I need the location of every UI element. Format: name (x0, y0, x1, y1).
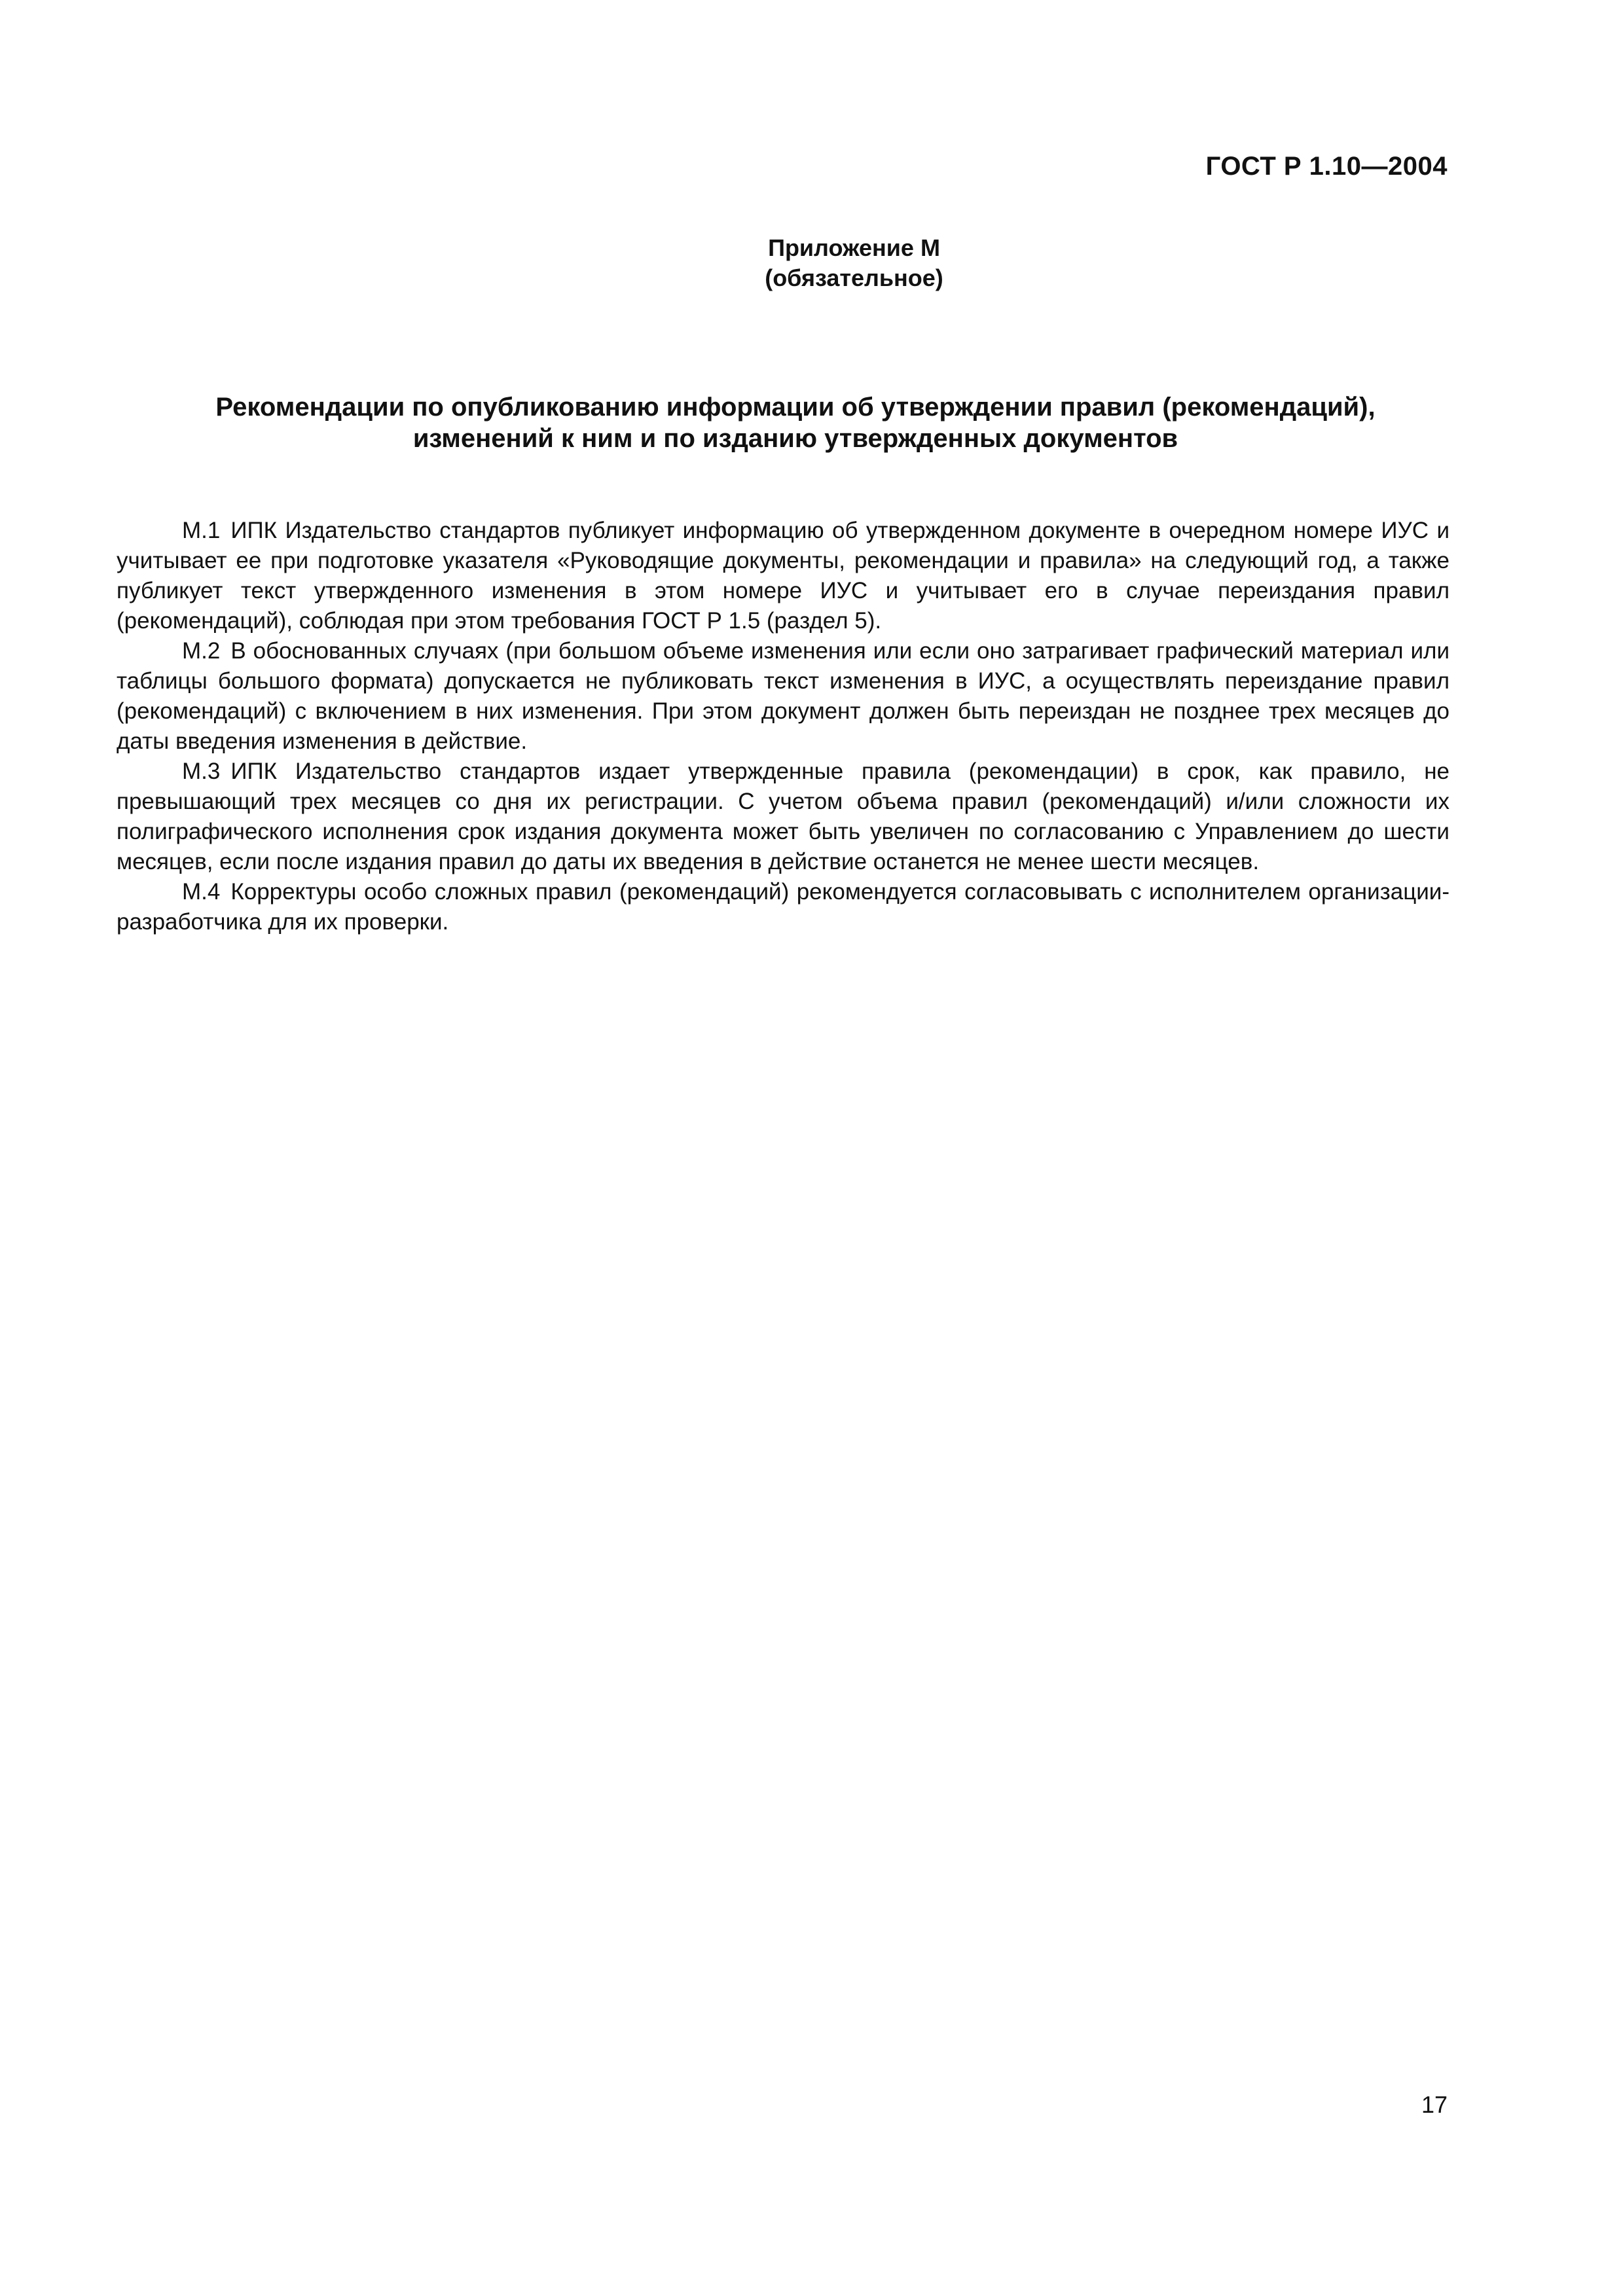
paragraph-text: Корректуры особо сложных правил (рекомендаций) рекомендуется согласовывать с исполнителем организации-разработчика для их проверки. (117, 879, 1450, 935)
page-number: 17 (1421, 2091, 1448, 2118)
paragraph-number: М.3 (182, 759, 221, 784)
section-title-line-1: Рекомендации по опубликованию информации об утверждении правил (рекомендаций), (215, 393, 1376, 422)
paragraph-text: В обоснованных случаях (при большом объеме изменения или если оно затрагивает графический материал или таблицы большого формата) допускается не публиковать текст изменения в ИУС, а осуществлять переиздание правил (рекомендаций) с включением в них изменения. При этом документ должен быть переиздан не позднее трех месяцев до даты введения изменения в действие. (117, 638, 1450, 754)
document-code: ГОСТ Р 1.10—2004 (1205, 152, 1448, 181)
paragraph-m3 (117, 757, 1450, 877)
section-title (144, 391, 1447, 454)
paragraph-number: М.4 (182, 879, 221, 905)
appendix-status: (обязательное) (765, 264, 943, 291)
section-title-line-2: изменений к ним и по изданию утвержденных документов (412, 424, 1178, 453)
appendix-heading (0, 233, 1623, 293)
paragraph-number: М.1 (182, 518, 221, 543)
paragraph-number: М.2 (182, 638, 221, 664)
appendix-title: Приложение М (768, 234, 940, 261)
paragraph-text: ИПК Издательство стандартов публикует информацию об утвержденном документе в очередном номере ИУС и учитывает ее при подготовке указателя «Руководящие документы, рекомендации и правила» на следующий год, а также публикует текст утвержденного изменения в этом номере ИУС и учитывает его в случае переиздания правил (рекомендаций), соблюдая при этом требования ГОСТ Р 1.5 (раздел 5). (117, 518, 1450, 634)
body-text (117, 516, 1450, 937)
paragraph-text: ИПК Издательство стандартов издает утвержденные правила (рекомендации) в срок, как правило, не превышающий трех месяцев со дня их регистрации. С учетом объема правил (рекомендаций) и/или сложности их полиграфического исполнения срок издания документа может быть увеличен по согласованию с Управлением до шести месяцев, если после издания правил до даты их введения в действие останется не менее шести месяцев. (117, 759, 1450, 874)
paragraph-m4 (117, 877, 1450, 937)
paragraph-m1 (117, 516, 1450, 636)
paragraph-m2 (117, 636, 1450, 757)
